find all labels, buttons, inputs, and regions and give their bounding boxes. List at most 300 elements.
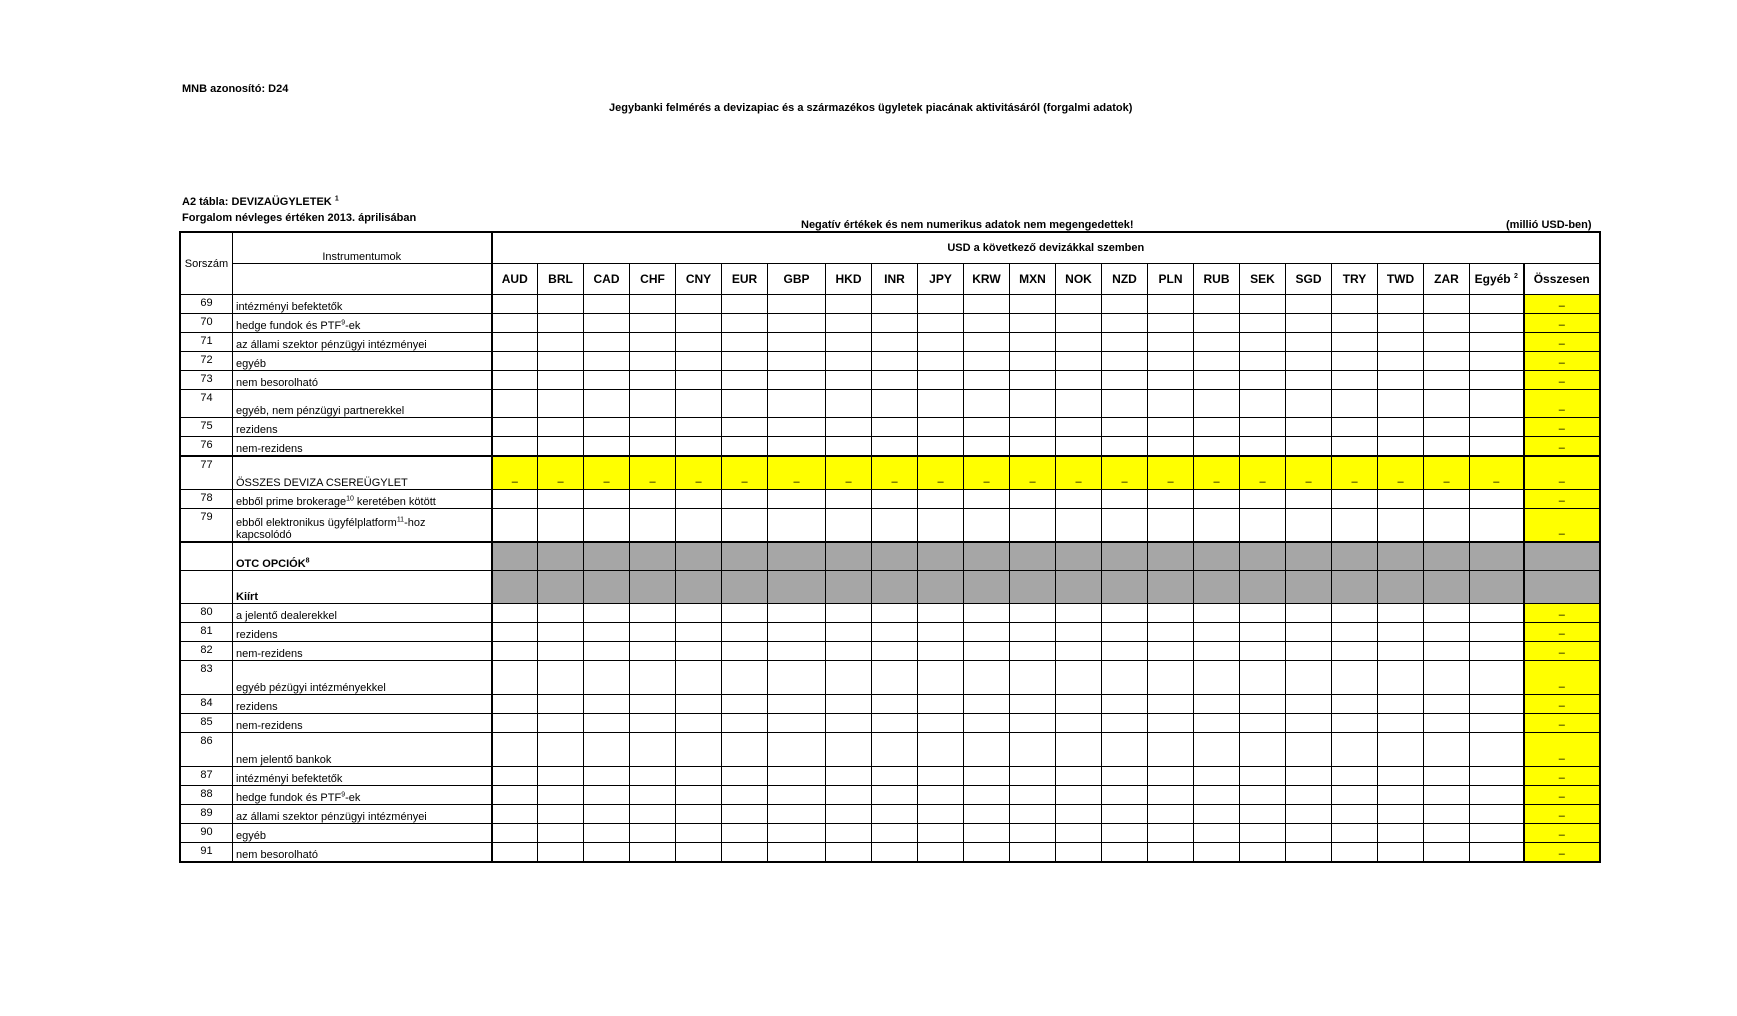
value-cell-hkd[interactable] [826, 805, 872, 824]
value-cell-egyéb[interactable] [1470, 843, 1524, 862]
value-cell-try[interactable] [1332, 767, 1378, 786]
value-cell-gbp[interactable] [768, 661, 826, 695]
value-cell-sek[interactable] [1240, 843, 1286, 862]
value-cell-zar[interactable] [1424, 390, 1470, 418]
value-cell-jpy[interactable] [918, 295, 964, 314]
value-cell-pln[interactable] [1148, 843, 1194, 862]
value-cell-cad[interactable] [584, 805, 630, 824]
value-cell-twd[interactable] [1378, 456, 1424, 490]
value-cell-inr[interactable] [872, 695, 918, 714]
value-cell-sek[interactable] [1240, 314, 1286, 333]
value-cell-mxn[interactable] [1010, 333, 1056, 352]
value-cell-inr[interactable] [872, 714, 918, 733]
value-cell-gbp[interactable] [768, 843, 826, 862]
value-cell-cny[interactable] [676, 824, 722, 843]
value-cell-pln[interactable] [1148, 623, 1194, 642]
value-cell-mxn[interactable] [1010, 314, 1056, 333]
value-cell-chf[interactable] [630, 714, 676, 733]
value-cell-mxn[interactable] [1010, 733, 1056, 767]
value-cell-inr[interactable] [872, 456, 918, 490]
value-cell-zar[interactable] [1424, 623, 1470, 642]
value-cell-aud[interactable] [492, 456, 538, 490]
value-cell-cad[interactable] [584, 767, 630, 786]
value-cell-eur[interactable] [722, 490, 768, 509]
value-cell-try[interactable] [1332, 695, 1378, 714]
value-cell-zar[interactable] [1424, 314, 1470, 333]
value-cell-try[interactable] [1332, 642, 1378, 661]
value-cell-krw[interactable] [964, 314, 1010, 333]
value-cell-cad[interactable] [584, 695, 630, 714]
value-cell-cad[interactable] [584, 623, 630, 642]
value-cell-chf[interactable] [630, 805, 676, 824]
value-cell-twd[interactable] [1378, 695, 1424, 714]
value-cell-chf[interactable] [630, 767, 676, 786]
value-cell-sek[interactable] [1240, 490, 1286, 509]
value-cell-sek[interactable] [1240, 295, 1286, 314]
value-cell-mxn[interactable] [1010, 623, 1056, 642]
value-cell-aud[interactable] [492, 418, 538, 437]
value-cell-cny[interactable] [676, 604, 722, 623]
value-cell-eur[interactable] [722, 390, 768, 418]
value-cell-eur[interactable] [722, 661, 768, 695]
value-cell-krw[interactable] [964, 295, 1010, 314]
value-cell-inr[interactable] [872, 295, 918, 314]
value-cell-twd[interactable] [1378, 786, 1424, 805]
value-cell-mxn[interactable] [1010, 295, 1056, 314]
value-cell-inr[interactable] [872, 623, 918, 642]
value-cell-chf[interactable] [630, 295, 676, 314]
value-cell-brl[interactable] [538, 805, 584, 824]
value-cell-inr[interactable] [872, 314, 918, 333]
value-cell-mxn[interactable] [1010, 490, 1056, 509]
value-cell-nok[interactable] [1056, 371, 1102, 390]
value-cell-twd[interactable] [1378, 623, 1424, 642]
value-cell-aud[interactable] [492, 786, 538, 805]
value-cell-jpy[interactable] [918, 733, 964, 767]
value-cell-nok[interactable] [1056, 623, 1102, 642]
value-cell-cad[interactable] [584, 733, 630, 767]
value-cell-krw[interactable] [964, 456, 1010, 490]
value-cell-gbp[interactable] [768, 805, 826, 824]
value-cell-hkd[interactable] [826, 843, 872, 862]
value-cell-nzd[interactable] [1102, 390, 1148, 418]
value-cell-hkd[interactable] [826, 786, 872, 805]
value-cell-sek[interactable] [1240, 437, 1286, 456]
value-cell-cny[interactable] [676, 733, 722, 767]
value-cell-sgd[interactable] [1286, 456, 1332, 490]
value-cell-nzd[interactable] [1102, 843, 1148, 862]
value-cell-twd[interactable] [1378, 824, 1424, 843]
value-cell-cny[interactable] [676, 767, 722, 786]
value-cell-inr[interactable] [872, 418, 918, 437]
value-cell-cny[interactable] [676, 295, 722, 314]
value-cell-pln[interactable] [1148, 714, 1194, 733]
value-cell-cad[interactable] [584, 295, 630, 314]
value-cell-jpy[interactable] [918, 371, 964, 390]
value-cell-rub[interactable] [1194, 642, 1240, 661]
value-cell-zar[interactable] [1424, 418, 1470, 437]
value-cell-nok[interactable] [1056, 314, 1102, 333]
value-cell-krw[interactable] [964, 623, 1010, 642]
value-cell-mxn[interactable] [1010, 661, 1056, 695]
value-cell-jpy[interactable] [918, 456, 964, 490]
value-cell-hkd[interactable] [826, 767, 872, 786]
value-cell-krw[interactable] [964, 695, 1010, 714]
value-cell-chf[interactable] [630, 824, 676, 843]
value-cell-eur[interactable] [722, 295, 768, 314]
value-cell-gbp[interactable] [768, 642, 826, 661]
value-cell-cny[interactable] [676, 456, 722, 490]
value-cell-zar[interactable] [1424, 714, 1470, 733]
value-cell-inr[interactable] [872, 843, 918, 862]
value-cell-pln[interactable] [1148, 390, 1194, 418]
value-cell-chf[interactable] [630, 418, 676, 437]
value-cell-jpy[interactable] [918, 333, 964, 352]
value-cell-chf[interactable] [630, 437, 676, 456]
value-cell-brl[interactable] [538, 714, 584, 733]
value-cell-chf[interactable] [630, 843, 676, 862]
value-cell-aud[interactable] [492, 661, 538, 695]
value-cell-rub[interactable] [1194, 456, 1240, 490]
value-cell-krw[interactable] [964, 509, 1010, 542]
value-cell-cad[interactable] [584, 333, 630, 352]
value-cell-sgd[interactable] [1286, 418, 1332, 437]
value-cell-eur[interactable] [722, 352, 768, 371]
value-cell-mxn[interactable] [1010, 418, 1056, 437]
value-cell-brl[interactable] [538, 767, 584, 786]
value-cell-hkd[interactable] [826, 314, 872, 333]
value-cell-sek[interactable] [1240, 714, 1286, 733]
value-cell-brl[interactable] [538, 623, 584, 642]
value-cell-rub[interactable] [1194, 623, 1240, 642]
value-cell-try[interactable] [1332, 824, 1378, 843]
value-cell-brl[interactable] [538, 295, 584, 314]
value-cell-nzd[interactable] [1102, 418, 1148, 437]
value-cell-krw[interactable] [964, 767, 1010, 786]
value-cell-cad[interactable] [584, 314, 630, 333]
value-cell-inr[interactable] [872, 805, 918, 824]
value-cell-hkd[interactable] [826, 390, 872, 418]
value-cell-gbp[interactable] [768, 456, 826, 490]
value-cell-krw[interactable] [964, 824, 1010, 843]
value-cell-krw[interactable] [964, 371, 1010, 390]
value-cell-aud[interactable] [492, 824, 538, 843]
value-cell-nzd[interactable] [1102, 695, 1148, 714]
value-cell-zar[interactable] [1424, 295, 1470, 314]
value-cell-cad[interactable] [584, 824, 630, 843]
value-cell-rub[interactable] [1194, 714, 1240, 733]
value-cell-pln[interactable] [1148, 695, 1194, 714]
value-cell-nzd[interactable] [1102, 295, 1148, 314]
value-cell-twd[interactable] [1378, 843, 1424, 862]
value-cell-inr[interactable] [872, 824, 918, 843]
value-cell-egyéb[interactable] [1470, 437, 1524, 456]
value-cell-hkd[interactable] [826, 352, 872, 371]
value-cell-jpy[interactable] [918, 805, 964, 824]
value-cell-try[interactable] [1332, 295, 1378, 314]
value-cell-gbp[interactable] [768, 390, 826, 418]
value-cell-brl[interactable] [538, 695, 584, 714]
value-cell-pln[interactable] [1148, 661, 1194, 695]
value-cell-twd[interactable] [1378, 295, 1424, 314]
value-cell-nzd[interactable] [1102, 733, 1148, 767]
value-cell-aud[interactable] [492, 371, 538, 390]
value-cell-eur[interactable] [722, 714, 768, 733]
value-cell-rub[interactable] [1194, 733, 1240, 767]
value-cell-try[interactable] [1332, 623, 1378, 642]
value-cell-gbp[interactable] [768, 295, 826, 314]
value-cell-zar[interactable] [1424, 824, 1470, 843]
value-cell-jpy[interactable] [918, 390, 964, 418]
value-cell-rub[interactable] [1194, 767, 1240, 786]
value-cell-egyéb[interactable] [1470, 352, 1524, 371]
value-cell-cny[interactable] [676, 314, 722, 333]
value-cell-eur[interactable] [722, 604, 768, 623]
value-cell-sek[interactable] [1240, 352, 1286, 371]
value-cell-sek[interactable] [1240, 456, 1286, 490]
value-cell-try[interactable] [1332, 314, 1378, 333]
value-cell-rub[interactable] [1194, 843, 1240, 862]
value-cell-zar[interactable] [1424, 767, 1470, 786]
value-cell-eur[interactable] [722, 509, 768, 542]
value-cell-hkd[interactable] [826, 490, 872, 509]
value-cell-nzd[interactable] [1102, 437, 1148, 456]
value-cell-nzd[interactable] [1102, 456, 1148, 490]
value-cell-egyéb[interactable] [1470, 695, 1524, 714]
value-cell-jpy[interactable] [918, 509, 964, 542]
value-cell-eur[interactable] [722, 333, 768, 352]
value-cell-cad[interactable] [584, 418, 630, 437]
value-cell-eur[interactable] [722, 805, 768, 824]
value-cell-aud[interactable] [492, 390, 538, 418]
value-cell-eur[interactable] [722, 623, 768, 642]
value-cell-sek[interactable] [1240, 661, 1286, 695]
value-cell-hkd[interactable] [826, 642, 872, 661]
value-cell-twd[interactable] [1378, 333, 1424, 352]
value-cell-nok[interactable] [1056, 604, 1102, 623]
value-cell-try[interactable] [1332, 490, 1378, 509]
value-cell-cad[interactable] [584, 604, 630, 623]
value-cell-sgd[interactable] [1286, 390, 1332, 418]
value-cell-chf[interactable] [630, 786, 676, 805]
value-cell-nok[interactable] [1056, 843, 1102, 862]
value-cell-mxn[interactable] [1010, 786, 1056, 805]
value-cell-eur[interactable] [722, 371, 768, 390]
value-cell-jpy[interactable] [918, 642, 964, 661]
value-cell-hkd[interactable] [826, 714, 872, 733]
value-cell-zar[interactable] [1424, 490, 1470, 509]
value-cell-nok[interactable] [1056, 767, 1102, 786]
value-cell-eur[interactable] [722, 456, 768, 490]
value-cell-try[interactable] [1332, 371, 1378, 390]
value-cell-cny[interactable] [676, 390, 722, 418]
value-cell-nok[interactable] [1056, 695, 1102, 714]
value-cell-sgd[interactable] [1286, 333, 1332, 352]
value-cell-gbp[interactable] [768, 695, 826, 714]
value-cell-twd[interactable] [1378, 390, 1424, 418]
value-cell-zar[interactable] [1424, 333, 1470, 352]
value-cell-krw[interactable] [964, 418, 1010, 437]
value-cell-sek[interactable] [1240, 786, 1286, 805]
value-cell-cny[interactable] [676, 843, 722, 862]
value-cell-rub[interactable] [1194, 295, 1240, 314]
value-cell-zar[interactable] [1424, 456, 1470, 490]
value-cell-egyéb[interactable] [1470, 490, 1524, 509]
value-cell-pln[interactable] [1148, 509, 1194, 542]
value-cell-aud[interactable] [492, 314, 538, 333]
value-cell-brl[interactable] [538, 390, 584, 418]
value-cell-rub[interactable] [1194, 824, 1240, 843]
value-cell-twd[interactable] [1378, 805, 1424, 824]
value-cell-chf[interactable] [630, 604, 676, 623]
value-cell-nzd[interactable] [1102, 661, 1148, 695]
value-cell-zar[interactable] [1424, 642, 1470, 661]
value-cell-cny[interactable] [676, 642, 722, 661]
value-cell-hkd[interactable] [826, 623, 872, 642]
value-cell-sek[interactable] [1240, 604, 1286, 623]
value-cell-pln[interactable] [1148, 767, 1194, 786]
value-cell-sgd[interactable] [1286, 604, 1332, 623]
value-cell-twd[interactable] [1378, 767, 1424, 786]
value-cell-mxn[interactable] [1010, 805, 1056, 824]
value-cell-eur[interactable] [722, 824, 768, 843]
value-cell-sek[interactable] [1240, 333, 1286, 352]
value-cell-cad[interactable] [584, 661, 630, 695]
value-cell-brl[interactable] [538, 509, 584, 542]
value-cell-cny[interactable] [676, 786, 722, 805]
value-cell-chf[interactable] [630, 333, 676, 352]
value-cell-jpy[interactable] [918, 314, 964, 333]
value-cell-nok[interactable] [1056, 642, 1102, 661]
value-cell-egyéb[interactable] [1470, 661, 1524, 695]
value-cell-gbp[interactable] [768, 490, 826, 509]
value-cell-sgd[interactable] [1286, 661, 1332, 695]
value-cell-egyéb[interactable] [1470, 314, 1524, 333]
value-cell-jpy[interactable] [918, 695, 964, 714]
value-cell-cny[interactable] [676, 805, 722, 824]
value-cell-mxn[interactable] [1010, 714, 1056, 733]
value-cell-try[interactable] [1332, 509, 1378, 542]
value-cell-krw[interactable] [964, 437, 1010, 456]
value-cell-twd[interactable] [1378, 509, 1424, 542]
value-cell-egyéb[interactable] [1470, 824, 1524, 843]
value-cell-rub[interactable] [1194, 371, 1240, 390]
value-cell-krw[interactable] [964, 733, 1010, 767]
value-cell-hkd[interactable] [826, 437, 872, 456]
value-cell-cad[interactable] [584, 371, 630, 390]
value-cell-egyéb[interactable] [1470, 509, 1524, 542]
value-cell-jpy[interactable] [918, 352, 964, 371]
value-cell-krw[interactable] [964, 490, 1010, 509]
value-cell-aud[interactable] [492, 509, 538, 542]
value-cell-zar[interactable] [1424, 695, 1470, 714]
value-cell-egyéb[interactable] [1470, 418, 1524, 437]
value-cell-brl[interactable] [538, 333, 584, 352]
value-cell-gbp[interactable] [768, 509, 826, 542]
value-cell-brl[interactable] [538, 642, 584, 661]
value-cell-aud[interactable] [492, 714, 538, 733]
value-cell-rub[interactable] [1194, 604, 1240, 623]
value-cell-mxn[interactable] [1010, 437, 1056, 456]
value-cell-nok[interactable] [1056, 333, 1102, 352]
value-cell-sgd[interactable] [1286, 490, 1332, 509]
value-cell-aud[interactable] [492, 843, 538, 862]
value-cell-try[interactable] [1332, 733, 1378, 767]
value-cell-mxn[interactable] [1010, 843, 1056, 862]
value-cell-sgd[interactable] [1286, 437, 1332, 456]
value-cell-nok[interactable] [1056, 456, 1102, 490]
value-cell-hkd[interactable] [826, 295, 872, 314]
value-cell-pln[interactable] [1148, 805, 1194, 824]
value-cell-zar[interactable] [1424, 843, 1470, 862]
value-cell-zar[interactable] [1424, 604, 1470, 623]
value-cell-brl[interactable] [538, 843, 584, 862]
value-cell-twd[interactable] [1378, 437, 1424, 456]
value-cell-hkd[interactable] [826, 824, 872, 843]
value-cell-pln[interactable] [1148, 352, 1194, 371]
value-cell-gbp[interactable] [768, 733, 826, 767]
value-cell-rub[interactable] [1194, 786, 1240, 805]
value-cell-try[interactable] [1332, 661, 1378, 695]
value-cell-try[interactable] [1332, 604, 1378, 623]
value-cell-nok[interactable] [1056, 390, 1102, 418]
value-cell-gbp[interactable] [768, 714, 826, 733]
value-cell-inr[interactable] [872, 509, 918, 542]
value-cell-brl[interactable] [538, 352, 584, 371]
value-cell-sgd[interactable] [1286, 295, 1332, 314]
value-cell-eur[interactable] [722, 437, 768, 456]
value-cell-sgd[interactable] [1286, 314, 1332, 333]
value-cell-pln[interactable] [1148, 314, 1194, 333]
value-cell-try[interactable] [1332, 352, 1378, 371]
value-cell-inr[interactable] [872, 767, 918, 786]
value-cell-nok[interactable] [1056, 352, 1102, 371]
value-cell-try[interactable] [1332, 418, 1378, 437]
value-cell-sgd[interactable] [1286, 623, 1332, 642]
value-cell-aud[interactable] [492, 604, 538, 623]
value-cell-sgd[interactable] [1286, 714, 1332, 733]
value-cell-pln[interactable] [1148, 604, 1194, 623]
value-cell-nzd[interactable] [1102, 604, 1148, 623]
value-cell-hkd[interactable] [826, 418, 872, 437]
value-cell-pln[interactable] [1148, 456, 1194, 490]
value-cell-rub[interactable] [1194, 509, 1240, 542]
value-cell-rub[interactable] [1194, 661, 1240, 695]
value-cell-zar[interactable] [1424, 786, 1470, 805]
value-cell-aud[interactable] [492, 295, 538, 314]
value-cell-nzd[interactable] [1102, 333, 1148, 352]
value-cell-sgd[interactable] [1286, 371, 1332, 390]
value-cell-egyéb[interactable] [1470, 623, 1524, 642]
value-cell-sgd[interactable] [1286, 843, 1332, 862]
value-cell-jpy[interactable] [918, 418, 964, 437]
value-cell-krw[interactable] [964, 714, 1010, 733]
value-cell-hkd[interactable] [826, 509, 872, 542]
value-cell-aud[interactable] [492, 333, 538, 352]
value-cell-gbp[interactable] [768, 623, 826, 642]
value-cell-aud[interactable] [492, 623, 538, 642]
value-cell-hkd[interactable] [826, 604, 872, 623]
value-cell-nok[interactable] [1056, 437, 1102, 456]
value-cell-jpy[interactable] [918, 437, 964, 456]
value-cell-gbp[interactable] [768, 418, 826, 437]
value-cell-eur[interactable] [722, 767, 768, 786]
value-cell-aud[interactable] [492, 352, 538, 371]
value-cell-rub[interactable] [1194, 333, 1240, 352]
value-cell-sgd[interactable] [1286, 786, 1332, 805]
value-cell-krw[interactable] [964, 843, 1010, 862]
value-cell-sek[interactable] [1240, 509, 1286, 542]
